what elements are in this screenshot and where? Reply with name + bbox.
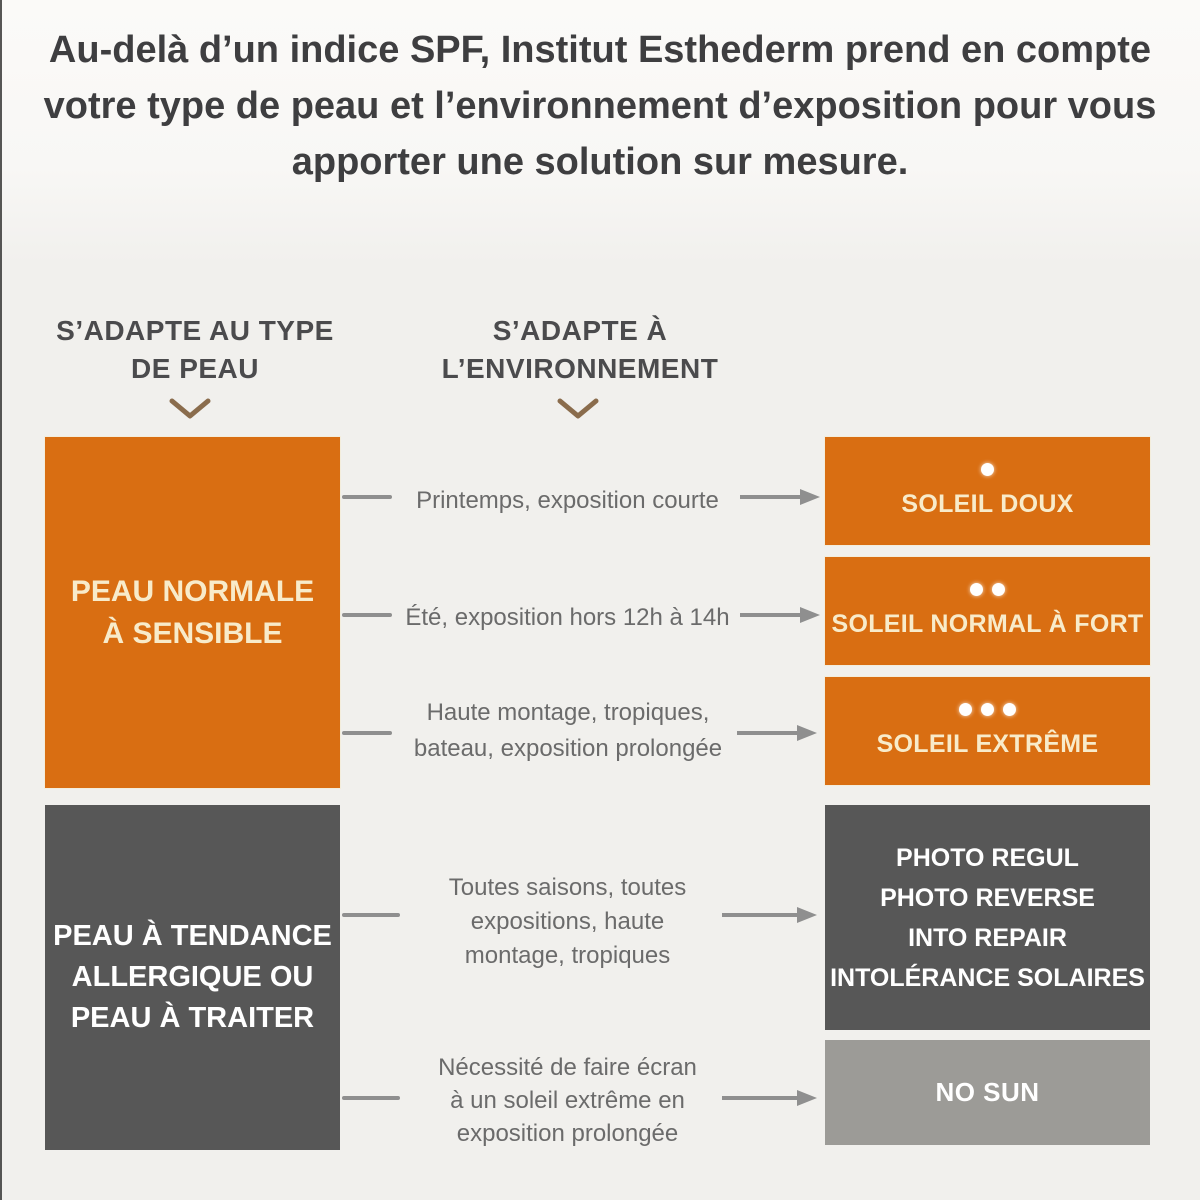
condition-line: à un soleil extrême en — [450, 1087, 685, 1114]
dot-icon — [981, 703, 994, 716]
product-line: INTO REPAIR — [908, 923, 1067, 952]
heading-line: S’ADAPTE AU TYPE — [56, 315, 334, 346]
condition-line: Haute montage, tropiques, — [426, 699, 710, 726]
dot-icon — [981, 463, 994, 476]
title-line: apporter une solution sur mesure. — [291, 141, 909, 183]
dot-icon — [970, 583, 983, 596]
connector-line — [342, 1096, 400, 1100]
right-arrow-icon — [737, 723, 817, 743]
dot-icon — [1003, 703, 1016, 716]
column-heading-skin-type — [30, 312, 360, 388]
condition-label — [378, 695, 758, 767]
product-line: PHOTO REGUL — [896, 843, 1079, 872]
page-title — [40, 22, 1160, 190]
right-arrow-icon — [740, 605, 820, 625]
right-arrow-icon — [722, 1088, 817, 1108]
condition-line: Printemps, exposition courte — [416, 487, 719, 514]
dot-icon — [959, 703, 972, 716]
condition-line: Nécessité de faire écran — [438, 1054, 697, 1081]
chevron-down-icon — [556, 396, 600, 422]
environment-box-soleil-normal-fort — [825, 557, 1150, 665]
skin-type-box-normal-sensitive — [45, 437, 340, 788]
box-label-line: À SENSIBLE — [102, 616, 283, 650]
environment-box-soleil-doux — [825, 437, 1150, 545]
box-label-line: PEAU NORMALE — [70, 574, 315, 608]
product-box-photo-range — [825, 805, 1150, 1030]
dot-icon — [992, 583, 1005, 596]
product-box-no-sun — [825, 1040, 1150, 1145]
product-line: INTOLÉRANCE SOLAIRES — [830, 963, 1145, 992]
product-line: PHOTO REVERSE — [880, 883, 1095, 912]
title-line: votre type de peau et l’environnement d’exposition pour vous — [43, 85, 1157, 127]
heading-line: L’ENVIRONNEMENT — [441, 353, 719, 384]
connector-line — [342, 495, 392, 499]
sun-intensity-dots — [981, 463, 994, 476]
left-edge-line — [0, 0, 2, 1200]
box-label-line: PEAU À TENDANCE — [53, 920, 332, 952]
condition-label — [395, 1051, 740, 1150]
box-label-line: PEAU À TRAITER — [70, 1002, 315, 1034]
condition-line: expositions, haute — [470, 908, 665, 935]
sun-intensity-dots — [970, 583, 1005, 596]
skin-type-box-allergic — [45, 805, 340, 1150]
condition-line: Été, exposition hors 12h à 14h — [405, 604, 730, 631]
box-label-line: ALLERGIQUE OU — [71, 961, 314, 993]
heading-line: DE PEAU — [131, 353, 259, 384]
environment-box-soleil-extreme — [825, 677, 1150, 785]
condition-line: exposition prolongée — [456, 1120, 679, 1147]
box-label: SOLEIL EXTRÊME — [876, 730, 1099, 758]
box-label: NO SUN — [935, 1077, 1040, 1107]
connector-line — [342, 613, 392, 617]
column-heading-environment — [420, 312, 740, 388]
sun-intensity-dots — [959, 703, 1016, 716]
condition-line: bateau, exposition prolongée — [413, 735, 723, 762]
title-line: Au-delà d’un indice SPF, Institut Esthederm prend en compte — [48, 29, 1152, 71]
connector-line — [342, 913, 400, 917]
condition-label — [395, 601, 740, 635]
condition-line: montage, tropiques — [464, 942, 671, 969]
right-arrow-icon — [740, 487, 820, 507]
box-label: SOLEIL NORMAL À FORT — [831, 610, 1144, 638]
condition-line: Toutes saisons, toutes — [448, 874, 687, 901]
chevron-down-icon — [168, 396, 212, 422]
right-arrow-icon — [722, 905, 817, 925]
condition-label — [395, 871, 740, 973]
heading-line: S’ADAPTE À — [492, 315, 668, 346]
box-label: SOLEIL DOUX — [901, 490, 1074, 518]
condition-label — [395, 484, 740, 518]
